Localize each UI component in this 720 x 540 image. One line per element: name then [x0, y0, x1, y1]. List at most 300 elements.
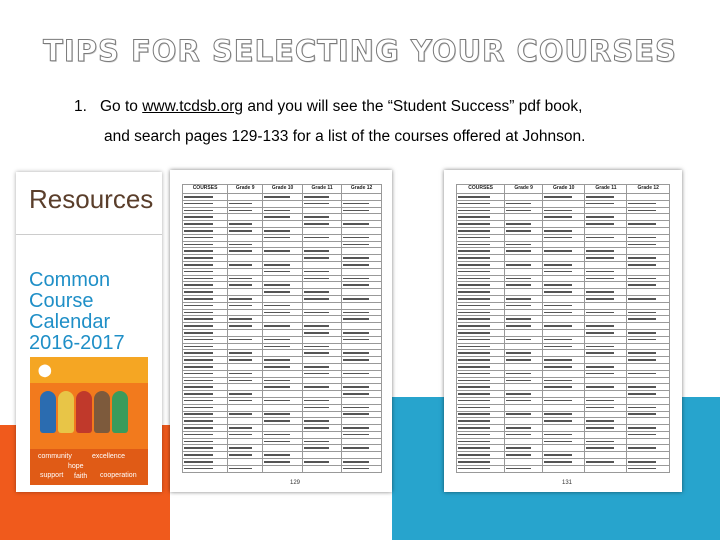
table-row [183, 207, 382, 214]
header-grade-11: Grade 11 [302, 185, 341, 194]
course-name-cell [183, 227, 228, 234]
course-code-cell [342, 411, 382, 418]
course-name-cell [457, 255, 505, 262]
course-code-cell [302, 445, 341, 452]
course-code-cell [342, 336, 382, 343]
course-code-cell [342, 418, 382, 425]
table-row [457, 418, 670, 425]
calendar-heading-line3: Calendar [29, 311, 111, 333]
course-name-cell [457, 261, 505, 268]
course-code-cell [627, 329, 670, 336]
table-row [183, 465, 382, 472]
course-code-cell [505, 418, 543, 425]
course-name-cell [457, 438, 505, 445]
course-code-cell [585, 391, 627, 398]
course-code-cell [302, 194, 341, 201]
course-code-cell [263, 425, 303, 432]
slide-title: TIPS FOR SELECTING YOUR COURSES [43, 34, 677, 68]
table-row [457, 445, 670, 452]
course-name-cell [183, 289, 228, 296]
table-row [457, 350, 670, 357]
course-code-cell [302, 384, 341, 391]
calendar-heading-line1: Common [29, 269, 111, 291]
course-code-cell [263, 357, 303, 364]
course-code-cell [342, 214, 382, 221]
course-code-cell [627, 200, 670, 207]
table-row [457, 431, 670, 438]
course-table-body [457, 194, 670, 473]
course-name-cell [457, 214, 505, 221]
course-code-cell [302, 438, 341, 445]
course-code-cell [585, 418, 627, 425]
course-code-cell [263, 452, 303, 459]
course-code-cell [302, 234, 341, 241]
course-code-cell [542, 459, 585, 466]
course-code-cell [585, 425, 627, 432]
course-code-cell [302, 200, 341, 207]
table-row [183, 316, 382, 323]
course-name-cell [457, 377, 505, 384]
course-code-cell [342, 343, 382, 350]
course-code-cell [542, 234, 585, 241]
table-row [457, 207, 670, 214]
table-row [183, 268, 382, 275]
table-row [183, 404, 382, 411]
course-code-cell [627, 445, 670, 452]
course-code-cell [505, 316, 543, 323]
cover-student-figure [40, 391, 56, 433]
course-code-cell [228, 411, 263, 418]
course-code-cell [505, 459, 543, 466]
cover-word: hope [68, 463, 84, 470]
course-code-cell [228, 425, 263, 432]
course-name-cell [457, 221, 505, 228]
table-row [457, 425, 670, 432]
table-row [183, 357, 382, 364]
course-code-cell [585, 227, 627, 234]
course-code-cell [542, 323, 585, 330]
course-code-cell [627, 391, 670, 398]
course-name-cell [457, 404, 505, 411]
course-name-cell [183, 377, 228, 384]
course-code-cell [342, 295, 382, 302]
table-row [457, 194, 670, 201]
course-code-cell [542, 255, 585, 262]
course-name-cell [457, 343, 505, 350]
table-row [457, 227, 670, 234]
course-code-cell [585, 194, 627, 201]
header-grade-9: Grade 9 [505, 185, 543, 194]
course-code-cell [228, 309, 263, 316]
course-code-cell [263, 289, 303, 296]
course-code-cell [505, 207, 543, 214]
course-code-cell [263, 404, 303, 411]
course-name-cell [457, 357, 505, 364]
resources-label: Resources [29, 184, 154, 214]
course-name-cell [183, 391, 228, 398]
course-code-cell [302, 282, 341, 289]
course-code-cell [228, 329, 263, 336]
course-table-header [183, 185, 382, 194]
header-courses: COURSES [457, 185, 505, 194]
course-code-cell [302, 336, 341, 343]
course-code-cell [585, 282, 627, 289]
course-code-cell [342, 309, 382, 316]
course-code-cell [627, 404, 670, 411]
table-row [183, 241, 382, 248]
course-code-cell [505, 343, 543, 350]
course-code-cell [263, 363, 303, 370]
resources-thumbnail [16, 172, 162, 492]
table-row [183, 234, 382, 241]
course-code-cell [228, 370, 263, 377]
table-row [183, 336, 382, 343]
course-code-cell [342, 431, 382, 438]
course-code-cell [627, 411, 670, 418]
course-code-cell [302, 425, 341, 432]
course-code-cell [585, 329, 627, 336]
course-name-cell [183, 316, 228, 323]
course-code-cell [542, 275, 585, 282]
table-row [457, 255, 670, 262]
course-name-cell [183, 343, 228, 350]
cover-word: faith [74, 473, 88, 480]
course-code-cell [302, 363, 341, 370]
course-code-cell [505, 336, 543, 343]
course-name-cell [183, 214, 228, 221]
table-row [457, 465, 670, 472]
course-code-cell [263, 241, 303, 248]
course-code-cell [342, 459, 382, 466]
course-name-cell [457, 323, 505, 330]
course-name-cell [183, 384, 228, 391]
course-code-cell [627, 384, 670, 391]
table-row [183, 302, 382, 309]
course-code-cell [505, 194, 543, 201]
course-code-cell [505, 302, 543, 309]
course-code-cell [542, 411, 585, 418]
course-code-cell [542, 261, 585, 268]
table-row [457, 397, 670, 404]
course-code-cell [627, 370, 670, 377]
course-code-cell [302, 452, 341, 459]
course-name-cell [183, 268, 228, 275]
course-code-cell [585, 445, 627, 452]
course-code-cell [505, 241, 543, 248]
course-code-cell [302, 370, 341, 377]
course-code-cell [627, 282, 670, 289]
course-code-cell [505, 323, 543, 330]
tcdsb-link[interactable]: www.tcdsb.org [142, 98, 244, 115]
course-code-cell [542, 221, 585, 228]
course-code-cell [228, 357, 263, 364]
table-row [183, 363, 382, 370]
course-name-cell [183, 282, 228, 289]
table-row [457, 248, 670, 255]
table-row [457, 234, 670, 241]
course-code-cell [228, 316, 263, 323]
course-name-cell [183, 404, 228, 411]
course-code-cell [263, 268, 303, 275]
course-code-cell [505, 411, 543, 418]
course-code-cell [542, 295, 585, 302]
course-code-cell [228, 227, 263, 234]
course-name-cell [457, 275, 505, 282]
course-code-cell [542, 214, 585, 221]
table-row [457, 336, 670, 343]
course-code-cell [302, 302, 341, 309]
course-code-cell [263, 221, 303, 228]
course-code-cell [627, 418, 670, 425]
table-row [457, 391, 670, 398]
course-code-cell [627, 357, 670, 364]
course-code-cell [627, 465, 670, 472]
cover-student-figure [58, 391, 74, 433]
course-code-cell [627, 221, 670, 228]
course-name-cell [183, 248, 228, 255]
course-code-cell [505, 309, 543, 316]
course-code-cell [505, 384, 543, 391]
header-grade-11: Grade 11 [585, 185, 627, 194]
header-grade-12: Grade 12 [627, 185, 670, 194]
course-name-cell [183, 255, 228, 262]
course-code-cell [542, 268, 585, 275]
calendar-heading-line2: Course [29, 290, 94, 312]
course-code-cell [342, 275, 382, 282]
course-code-cell [585, 248, 627, 255]
course-code-cell [542, 343, 585, 350]
step-number: 1. [74, 98, 87, 115]
course-name-cell [457, 316, 505, 323]
course-name-cell [457, 445, 505, 452]
course-code-cell [263, 323, 303, 330]
course-code-cell [627, 214, 670, 221]
course-code-cell [505, 391, 543, 398]
cover-word: support [40, 472, 64, 479]
course-code-cell [263, 411, 303, 418]
course-code-cell [302, 227, 341, 234]
course-name-cell [183, 207, 228, 214]
table-row [457, 295, 670, 302]
course-name-cell [183, 459, 228, 466]
course-code-cell [505, 214, 543, 221]
course-code-cell [263, 459, 303, 466]
course-code-cell [302, 309, 341, 316]
course-code-cell [627, 241, 670, 248]
header-grade-9: Grade 9 [228, 185, 263, 194]
course-code-cell [542, 289, 585, 296]
course-code-cell [302, 207, 341, 214]
course-code-cell [342, 200, 382, 207]
course-code-cell [342, 445, 382, 452]
course-code-cell [342, 363, 382, 370]
course-name-cell [457, 302, 505, 309]
course-code-cell [585, 207, 627, 214]
course-code-cell [627, 316, 670, 323]
course-code-cell [505, 200, 543, 207]
course-code-cell [542, 418, 585, 425]
course-code-cell [505, 221, 543, 228]
table-row [457, 200, 670, 207]
course-code-cell [302, 241, 341, 248]
course-code-cell [542, 329, 585, 336]
table-row [183, 289, 382, 296]
course-name-cell [457, 363, 505, 370]
course-code-cell [263, 255, 303, 262]
course-code-cell [505, 425, 543, 432]
course-name-cell [457, 391, 505, 398]
course-code-cell [585, 275, 627, 282]
course-code-cell [228, 282, 263, 289]
course-name-cell [183, 357, 228, 364]
course-code-cell [542, 391, 585, 398]
course-code-cell [263, 261, 303, 268]
course-code-cell [505, 248, 543, 255]
course-name-cell [183, 241, 228, 248]
course-code-cell [263, 397, 303, 404]
course-name-cell [183, 350, 228, 357]
table-row [183, 397, 382, 404]
table-row [457, 323, 670, 330]
course-code-cell [228, 194, 263, 201]
course-code-cell [228, 261, 263, 268]
course-code-cell [342, 194, 382, 201]
course-code-cell [505, 255, 543, 262]
course-code-cell [263, 234, 303, 241]
course-code-cell [228, 438, 263, 445]
course-code-cell [542, 316, 585, 323]
course-code-cell [302, 377, 341, 384]
course-code-cell [342, 452, 382, 459]
course-code-cell [302, 255, 341, 262]
course-code-cell [302, 404, 341, 411]
course-code-cell [585, 316, 627, 323]
course-code-cell [585, 397, 627, 404]
course-code-cell [228, 384, 263, 391]
course-code-cell [585, 323, 627, 330]
course-code-cell [627, 438, 670, 445]
calendar-cover-image [30, 357, 148, 485]
course-name-cell [457, 459, 505, 466]
course-code-cell [228, 221, 263, 228]
course-code-cell [228, 377, 263, 384]
table-row [457, 309, 670, 316]
course-code-cell [627, 268, 670, 275]
course-code-cell [302, 295, 341, 302]
course-code-cell [263, 282, 303, 289]
course-code-cell [585, 350, 627, 357]
course-name-cell [457, 397, 505, 404]
course-code-cell [302, 248, 341, 255]
course-code-cell [263, 275, 303, 282]
table-row [457, 214, 670, 221]
table-row [457, 438, 670, 445]
course-name-cell [457, 248, 505, 255]
course-name-cell [183, 397, 228, 404]
table-row [183, 261, 382, 268]
course-code-cell [585, 302, 627, 309]
table-row [183, 194, 382, 201]
course-code-cell [263, 227, 303, 234]
course-name-cell [457, 309, 505, 316]
course-code-cell [342, 425, 382, 432]
course-code-cell [585, 431, 627, 438]
course-code-cell [542, 431, 585, 438]
course-code-cell [228, 350, 263, 357]
course-code-cell [263, 316, 303, 323]
table-row [457, 289, 670, 296]
table-row [457, 452, 670, 459]
course-name-cell [457, 431, 505, 438]
course-code-cell [627, 255, 670, 262]
course-code-cell [585, 295, 627, 302]
cover-student-figure [112, 391, 128, 433]
header-grade-12: Grade 12 [342, 185, 382, 194]
course-code-cell [505, 431, 543, 438]
course-code-cell [342, 282, 382, 289]
course-code-cell [542, 241, 585, 248]
table-row [183, 309, 382, 316]
course-code-cell [542, 438, 585, 445]
course-name-cell [183, 323, 228, 330]
course-code-cell [228, 302, 263, 309]
course-code-cell [228, 241, 263, 248]
course-code-cell [302, 329, 341, 336]
course-code-cell [302, 357, 341, 364]
table-row [457, 261, 670, 268]
course-name-cell [457, 295, 505, 302]
table-row [183, 377, 382, 384]
course-code-cell [263, 370, 303, 377]
table-row [183, 350, 382, 357]
cover-student-figure [76, 391, 92, 433]
course-code-cell [627, 234, 670, 241]
course-name-cell [183, 261, 228, 268]
course-code-cell [585, 214, 627, 221]
course-code-cell [627, 343, 670, 350]
course-code-cell [228, 404, 263, 411]
course-code-cell [302, 465, 341, 472]
course-code-cell [585, 411, 627, 418]
course-table-body [183, 194, 382, 473]
course-code-cell [505, 295, 543, 302]
course-code-cell [585, 459, 627, 466]
course-code-cell [228, 418, 263, 425]
table-row [457, 302, 670, 309]
resources-divider [16, 234, 162, 235]
course-code-cell [585, 404, 627, 411]
page-number: 129 [290, 480, 301, 486]
course-name-cell [457, 207, 505, 214]
course-name-cell [183, 336, 228, 343]
course-code-cell [627, 459, 670, 466]
course-code-cell [505, 370, 543, 377]
course-code-cell [585, 309, 627, 316]
course-code-cell [505, 445, 543, 452]
course-code-cell [302, 268, 341, 275]
table-row [183, 445, 382, 452]
course-code-cell [585, 343, 627, 350]
course-code-cell [228, 445, 263, 452]
course-code-cell [342, 241, 382, 248]
table-row [457, 221, 670, 228]
course-code-cell [585, 370, 627, 377]
course-code-cell [302, 261, 341, 268]
course-code-cell [228, 295, 263, 302]
course-name-cell [457, 329, 505, 336]
course-code-cell [627, 261, 670, 268]
course-name-cell [457, 411, 505, 418]
